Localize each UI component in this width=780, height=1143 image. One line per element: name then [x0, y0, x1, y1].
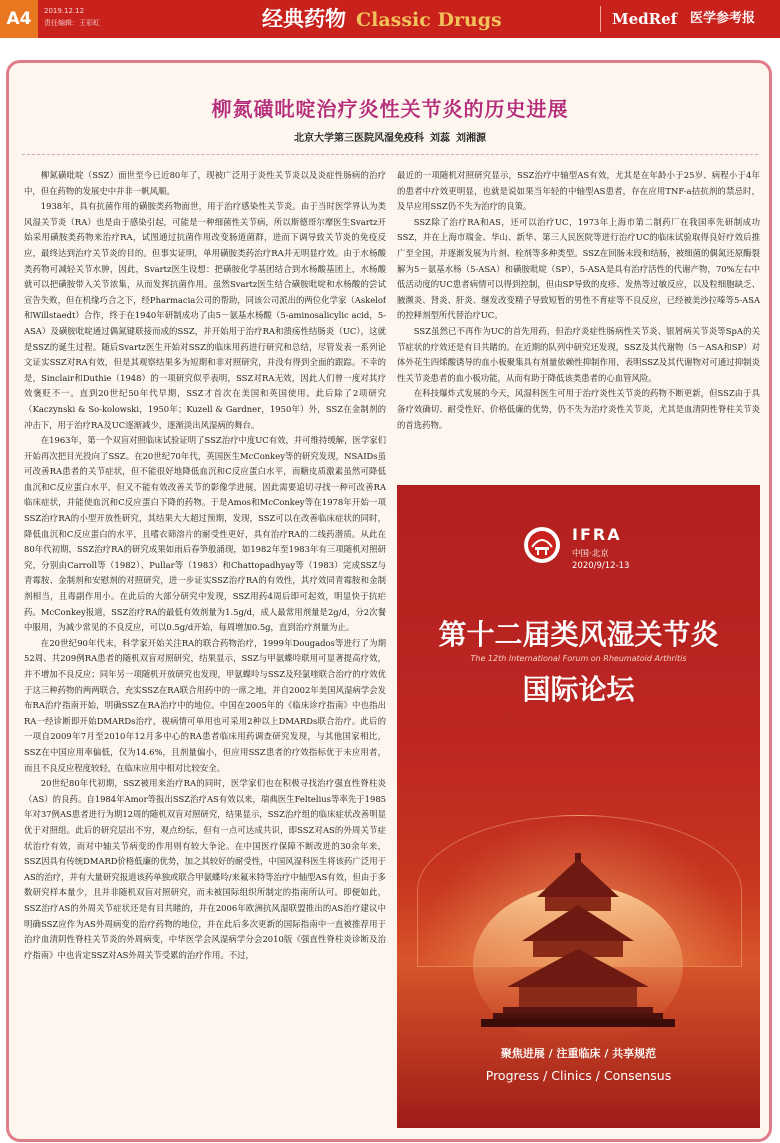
body-paragraph: 20世纪80年代初期，SSZ被用来治疗RA的同时，医学家们也在积极寻找治疗强直性脊柱炎（AS）的良药。自1984年Amor等报出SSZ治疗AS有效以来，瑞典医生Feltelius等率先于1985年对37例AS患者进行为期12周的随机双盲对照研究，结果显示，SSZ治疗组的临床症状改善明显优于对照组。此后的研究层出不穷，观点纷纭，但有一点可达成共识，即SSZ对AS的外周关节症状治疗有效，而对中轴关节病变的作用则有较大争论。在中国医疗保障不断改进的30余年来，SSZ因具有传统DMARD价格低廉的优势，加之其较好的耐受性，中国风湿科医生将该药广泛用于AS的治疗，并有大量研究报道该药单独或联合甲氨蝶呤/来氟米特等治疗中轴型AS有效，但由于多数研究样本量少，且并非随机双盲对照研究，而未被国际组织所制定的指南所认可。即便如此，SSZ治疗AS的外周关节症状还是有目共睹的，并在2006年欧洲抗风湿联盟推出的AS治疗建议中明确SSZ应作为AS外周病变的治疗药物的地位，并在此后多次更新的国际指南中一直被推荐用于治疗血清阴性脊柱关节炎的外周病变，中华医学会风湿病学分会2010版《强直性脊柱炎诊断及治疗指南》中也肯定SSZ对AS外周关节受累的治疗作用。不过， — [24, 778, 386, 960]
body-paragraph: 最近的一项随机对照研究显示，SSZ治疗中轴型AS有效，尤其是在年龄小于25岁、病程小于4年的患者中疗效更明显，也就是说如果当年轻的中轴型AS患者，存在应用TNF-a拮抗剂的禁忌时，及早应用SSZ仍不失为治疗的良策。 — [397, 170, 760, 212]
body-paragraph: 在科技爆炸式发展的今天，风湿科医生可用于治疗炎性关节炎的药物不断更新，但SSZ由于具备疗效确切、耐受性好、价格低廉的优势，仍不失为治疗炎性关节炎，尤其是血清阴性脊柱关节炎的首选药物。 — [397, 388, 760, 430]
section-title-en: Classic Drugs — [356, 9, 502, 31]
author-name: 刘湘源 — [456, 133, 486, 144]
temple-of-heaven-icon — [467, 845, 690, 1075]
ifra-logo-icon — [522, 525, 562, 565]
ad-city: 中国·北京 — [572, 549, 609, 559]
author-affiliation: 北京大学第三医院风湿免疫科 — [294, 133, 424, 144]
brand-name-en: MedRef — [612, 10, 678, 28]
page-header — [0, 0, 780, 38]
ad-slogan-en: Progress / Clinics / Consensus — [485, 1068, 672, 1083]
section-title — [262, 0, 502, 38]
ad-date: 2020/9/12-13 — [572, 561, 630, 571]
article-body-right — [397, 168, 760, 474]
body-paragraph: 柳氮磺吡啶（SSZ）面世至今已近80年了，现被广泛用于炎性关节炎以及炎症性肠病的治疗中，但在药物的发展史中并非一帆风顺。 — [24, 170, 386, 196]
page-number: A4 — [0, 0, 38, 38]
byline — [0, 129, 780, 144]
ad-title-line1: 第十二届类风湿关节炎 — [438, 618, 719, 651]
body-paragraph: 在1963年，第一个双盲对照临床试验证明了SSZ治疗中度UC有效，并可维持缓解，医学家们开始再次把目光投向了SSZ。在20世纪70年代，英国医生McConkey等的研究发现，NSAIDs虽可改善RA患者的关节症状，但不能很好地降低血沉和C反应蛋白水平，而糖皮质激素虽然可降低血沉和C反应蛋白水平，但又不能有效改善关节的影像学进展，因此需要追切寻找一种可改善RA临床症状，并能使血沉和C反应蛋白下降的药物。于是Amos和McConkey等在1978年开始一项SSZ治疗RA的小型开放性研究，其结果大大超过预期，发现，SSZ可以在改善临床症状的同时，降低血沉和C反应蛋白的水平，且嗜衣筛溶片的耐受性更好，具有治疗RA的二线药潜质。从此在80年代初期，SSZ治疗RA的研究成果如雨后春笋般涌现，如1982年至1983年有三项随机对照研究，分别由Carroll等（1982）、Pullar等（1983）和Chattopadhyay等（1983）完成SSZ与青霉胺、金制剂和安慰剂的对照研究，进一步证实SSZ治疗RA的有效性，其疗效同青霉胺和金制剂相当，且毒副作用小。在此后的大部分研究中发现，SSZ用药4周后即可起效，明显快于抗疟药。McConkey报道，SSZ治疗RA的最低有效剂量为1.5g/d，成人最常用剂量是2g/d，分2次餐中服用，为减少常见的不良反应，可以0.5g/d开始，每周增加0.5g，直到治疗剂量为止。 — [24, 435, 386, 633]
issue-date: 2019.12.12 — [44, 7, 85, 15]
conference-advertisement — [397, 485, 760, 1128]
article-body-left — [24, 168, 386, 1130]
body-paragraph: SSZ虽然已不再作为UC的首先用药，但治疗炎症性肠病性关节炎、银屑病关节炎等SpA的关节症状的疗效还是有目共睹的。在近期的队列中研究还发现，SSZ及其代谢物（5－ASA和SP）对体外花生四烯酸诱导的血小板聚集具有剂量依赖性抑制作用，表明SSZ及其代谢物对可通过抑制炎性关节炎患者的血小板功能，从而有助于降低该类患者的心血管风险。 — [397, 325, 760, 383]
brand-name-cn: 医学参考报 — [690, 11, 756, 26]
title-divider — [22, 154, 758, 155]
ad-org-name: IFRA — [572, 525, 622, 544]
section-title-cn: 经典药物 — [262, 7, 346, 31]
header-divider — [600, 6, 601, 32]
article-title: 柳氮磺吡啶治疗炎性关节炎的历史进展 — [211, 97, 569, 121]
author-name: 刘蕊 — [430, 133, 450, 144]
ad-title-line2: 国际论坛 — [522, 673, 635, 706]
body-paragraph: 在20世纪90年代末，科学家开始关注RA的联合药物治疗，1999年Dougados等进行了为期52周、共209例RA患者的随机双盲对照研究，结果显示，SSZ与甲氨蝶呤联用可显著提高疗效，并不增加不良反应；同年另一项随机开放研究也发现，甲氨蝶呤与SSZ及羟氯喹联合治疗的疗效优于这三种药物的两两联合，充实SSZ在RA联合用药中的一席之地，并自2002年美国风湿病学会发布RA治疗指南开始，明确SSZ在RA治疗中的地位。中国在2005年的《临床诊疗指南》中也指出RA一经诊断即开始DMARDs治疗，视病情可单用也可采用2种以上DMARDs联合治疗。此后的一项自2009年7月至2010年12月多中心的RA患者临床用药调查研究发现，与其他国家相比，SSZ在中国应用率偏低，仅为14.6%，且剂量偏小，但应用SSZ患者的疗效指标优于未应用者，而且不良反应程度较轻，在临床应用中相对比较安全。 — [24, 637, 386, 773]
issue-meta — [44, 5, 100, 29]
body-paragraph: 1938年，具有抗菌作用的磺胺类药物面世，用于治疗感染性关节炎。由于当时医学界认为类风湿关节炎（RA）也是由于感染引起，可能是一种细菌性关节病，所以斯德哥尔摩医生Svartz开始采用磺胺类药物来治疗RA，试图通过抗菌作用改变肠道菌群，进而下调导致关节炎的免疫反应，最终达到治疗关节炎的目的。但事实证明，单用磺胺类药治疗RA并无明显疗效。由于水杨酸类药物可减轻关节水肿，因此，Svartz医生设想：把磺胺化学基团结合到水杨酸基团上，水杨酸就可以把磺胺带入关节浓集，从而发挥抗菌作用。虽然Svartz医生结合磺胺吡啶和水杨酸的尝试宣告失败，但在机缘巧合之下，经Pharmacia公司的帮助，同该公司派出的两位化学家（Askelof和Willstaedt）合作，终于在1940年研制成功了由5－氨基水杨酸（5-aminosalicylic acid，5-ASA）及磺胺吡啶通过偶氮键联接而成的SSZ，并开始用于治疗RA和溃疡性结肠炎（UC），这就是SSZ的诞生过程。随后Svartz医生开始对SSZ的临床用药进行研究和总结，尽管发表一系列论文证实SSZ对RA有效，但是其观察结果多为短期和非对照研究，并没有得到全面的跟踪。不幸的是，Sinclair和Duthie（1948）的一项研究似乎表明，SSZ对RA无效，因此人们曾一度对其疗效褒贬不一。直到20世纪50年代早期，SSZ才首次在美国和英国使用。此后除了2项研究（Kaczynski & So-kolowski，1950年；Kuzell & Gardner，1950年）外，SSZ在金制剂的冲击下，用于治疗RA及UC逐渐减少，逐渐淡出风湿病的舞台。 — [24, 201, 386, 430]
body-paragraph: SSZ除了治疗RA和AS，还可以治疗UC，1973年上海市第二制药厂在我国率先研制成功SSZ，并在上海市瑞金、华山、新华、第三人民医院等进行治疗UC的临床试验取得良好疗效后推广至全国，并逐渐发展为片剂、栓剂等多种类型。SSZ在回肠末段和结肠，被细菌的偶氮还原酶裂解为5－氨基水杨（5-ASA）和磺胺吡啶（SP），5-ASA是具有治疗活性的代谢产物，70%左右中低活动度的UC患者病情可以得到控制，但由SP导致的皮疹、发热等过敏反应，以及粒细胞缺乏、腋濒炎、肾炎、肝炎、继发改变精子导致短暂的男性不育症等不良反应，已经被美沙拉嗪等5-ASA的控释剂型所代替治疗UC。 — [397, 216, 760, 321]
ad-slogan-cn: 聚焦进展 / 注重临床 / 共享规范 — [500, 1047, 657, 1060]
editor-credit: 责任编辑：王彩虹 — [44, 19, 100, 27]
ad-subtitle-en: The 12th International Forum on Rheumatoid Arthritis — [470, 654, 687, 663]
